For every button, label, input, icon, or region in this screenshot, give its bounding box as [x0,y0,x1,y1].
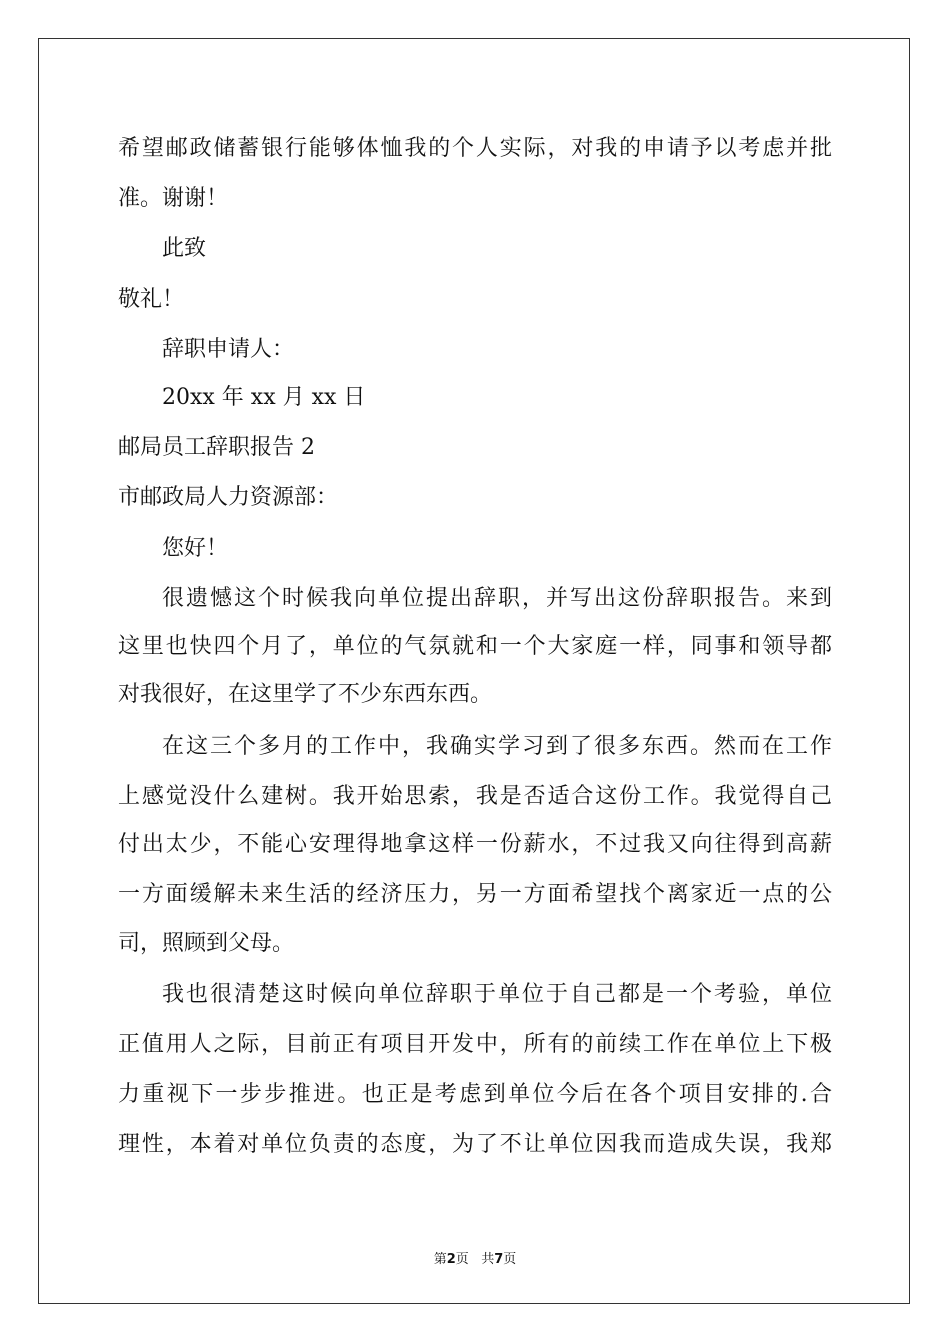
total-prefix: 共 [481,1252,495,1267]
text-line-1: 希望邮政储蓄银行能够体恤我的个人实际，对我的申请予以考虑并批 [118,136,832,161]
greeting-line: 您好！ [162,536,229,561]
current-page-number: 2 [446,1252,456,1267]
page-border [38,38,910,1304]
total-suffix: 页 [503,1252,517,1267]
salutation-line: 此致 [162,236,207,261]
recipient-line: 市邮政局人力资源部： [118,485,339,510]
section-title: 邮局员工辞职报告 2 [118,435,315,460]
applicant-line: 辞职申请人： [162,337,295,362]
paragraph-2-line-2: 上感觉没什么建树。我开始思索，我是否适合这份工作。我觉得自己 [118,784,832,809]
page-prefix: 第 [433,1252,447,1267]
paragraph-3-line-3: 力重视下一步步推进。也正是考虑到单位今后在各个项目安排的.合 [118,1082,832,1107]
paragraph-1-line-2: 这里也快四个月了，单位的气氛就和一个大家庭一样，同事和领导都 [118,634,832,659]
paragraph-2-line-5: 司，照顾到父母。 [118,931,295,956]
paragraph-3-line-1: 我也很清楚这时候向单位辞职于单位于自己都是一个考验，单位 [162,982,832,1007]
paragraph-2-line-1: 在这三个多月的工作中，我确实学习到了很多东西。然而在工作 [162,734,832,759]
page-footer [0,1248,950,1267]
paragraph-1-line-1: 很遗憾这个时候我向单位提出辞职，并写出这份辞职报告。来到 [162,586,832,611]
paragraph-2-line-4: 一方面缓解未来生活的经济压力，另一方面希望找个离家近一点的公 [118,882,832,907]
total-page-number: 7 [494,1252,504,1267]
date-line: 20xx 年 xx 月 xx 日 [162,385,366,410]
text-line-2: 准。谢谢！ [118,186,229,211]
paragraph-3-line-4: 理性，本着对单位负责的态度，为了不让单位因我而造成失误，我郑 [118,1132,832,1157]
paragraph-2-line-3: 付出太少，不能心安理得地拿这样一份薪水，不过我又向往得到高薪 [118,832,832,857]
paragraph-1-line-3: 对我很好，在这里学了不少东西东西。 [118,682,493,707]
paragraph-3-line-2: 正值用人之际，目前正有项目开发中，所有的前续工作在单位上下极 [118,1032,832,1057]
page-suffix: 页 [455,1252,469,1267]
regards-line: 敬礼！ [118,287,185,312]
